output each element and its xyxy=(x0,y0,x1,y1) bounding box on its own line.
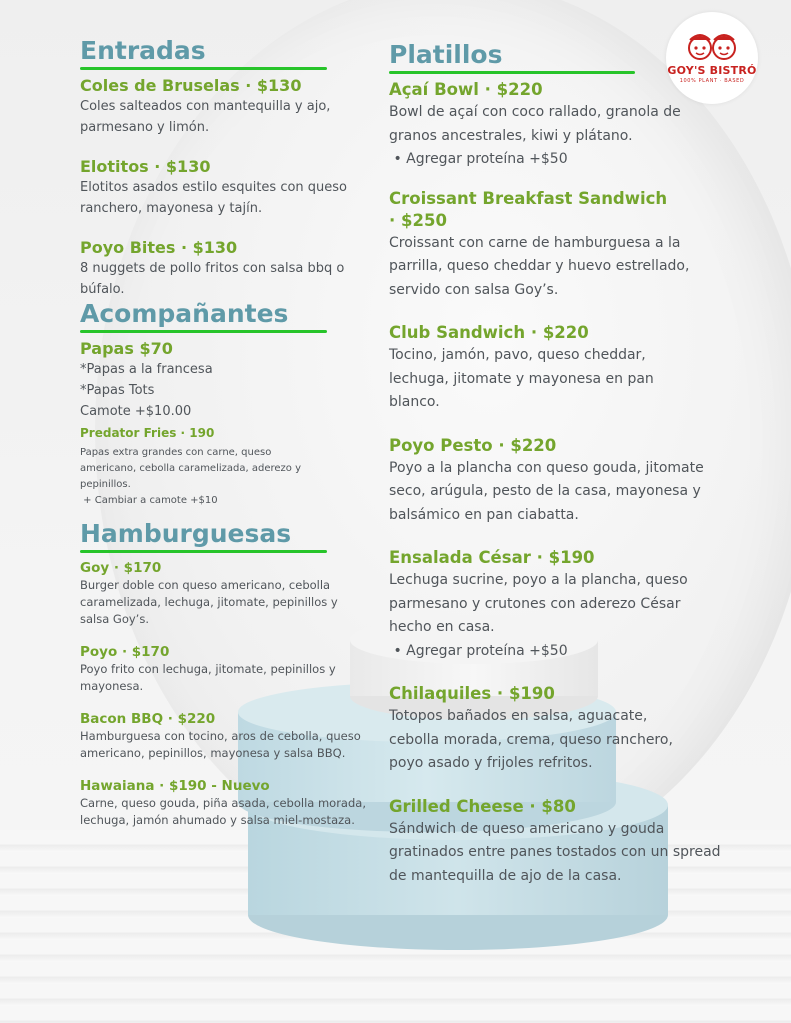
menu-item-description: Bowl de açaí con coco rallado, granola de granos ancestrales, kiwi y plátano. xyxy=(389,104,681,144)
menu-item-title: Chilaquiles · $190 xyxy=(389,684,555,703)
menu-item-description: Croissant con carne de hamburguesa a la parrilla, queso cheddar y huevo estrellado, servido con salsa Goy’s. xyxy=(389,234,690,298)
menu-item-title: Elotitos · $130 xyxy=(80,157,211,176)
menu-item-description: Coles salteados con mantequilla y ajo, parmesano y limón. xyxy=(80,99,331,135)
menu-item-description: Lechuga sucrine, poyo a la plancha, queso parmesano y crutones con aderezo César hecho en casa. xyxy=(389,572,688,635)
section-rule xyxy=(389,71,635,74)
menu-item-line: *Papas Tots xyxy=(80,383,155,398)
menu-item-title: Poyo Bites · $130 xyxy=(80,238,238,257)
menu-item-extra: • Agregar proteína +$50 xyxy=(389,642,568,659)
section-title-entradas: Entradas xyxy=(80,36,206,65)
section-rule xyxy=(80,330,327,333)
section-title-platillos: Platillos xyxy=(389,40,503,69)
menu-item-extra: + Cambiar a camote +$10 xyxy=(80,495,218,506)
menu-item-title: Papas $70 xyxy=(80,339,173,358)
brand-name: GOY'S BISTRÓ xyxy=(667,64,757,77)
menu-item-title: Ensalada César · $190 xyxy=(389,548,595,567)
menu-item-title: Hawaiana · $190 - Nuevo xyxy=(80,778,270,794)
menu-item-title: Açaí Bowl · $220 xyxy=(389,80,543,99)
menu-item-description: Poyo a la plancha con queso gouda, jitomate seco, arúgula, pesto de la casa, mayonesa y balsámico en pan ciabatta. xyxy=(389,459,704,523)
section-title-acompanantes: Acompañantes xyxy=(80,299,289,328)
menu-item-description: Elotitos asados estilo esquites con queso ranchero, mayonesa y tajín. xyxy=(80,180,348,216)
menu-item-description: Tocino, jamón, pavo, queso cheddar, lechuga, jitomate y mayonesa en pan blanco. xyxy=(389,347,654,410)
menu-item-title: Grilled Cheese · $80 xyxy=(389,796,576,816)
left-column xyxy=(80,36,370,829)
menu-item-title: Croissant Breakfast Sandwich · $250 xyxy=(389,188,668,230)
menu-item-line: *Papas a la francesa xyxy=(80,362,213,377)
menu-item-title: Bacon BBQ · $220 xyxy=(80,711,216,727)
menu-item-description: Poyo frito con lechuga, jitomate, pepinillos y mayonesa. xyxy=(80,662,336,693)
menu-item-description: Sándwich de queso americano y gouda gratinados entre panes tostados con un spread de mantequilla de ajo de la casa. xyxy=(389,820,721,884)
menu-item-title: Club Sandwich · $220 xyxy=(389,323,589,342)
menu-item-line: Camote +$10.00 xyxy=(80,404,192,419)
section-rule xyxy=(80,67,327,70)
brand-tagline: 100% PLANT · BASED xyxy=(679,78,745,84)
menu-item-description: Burger doble con queso americano, cebolla caramelizada, lechuga, jitomate, pepinillos y salsa Goy’s. xyxy=(80,578,338,626)
menu-item-title: Coles de Bruselas · $130 xyxy=(80,76,302,95)
section-rule xyxy=(80,550,327,553)
section-title-hamburguesas: Hamburguesas xyxy=(80,519,292,548)
menu-item-title: Poyo Pesto · $220 xyxy=(389,435,557,455)
menu-item-description: 8 nuggets de pollo fritos con salsa bbq o búfalo. xyxy=(80,261,345,297)
menu-item-title: Poyo · $170 xyxy=(80,644,170,660)
menu-item-description: Totopos bañados en salsa, aguacate, cebolla morada, crema, queso ranchero, poyo asado y frijoles refritos. xyxy=(389,708,673,771)
menu-item-description: Papas extra grandes con carne, queso americano, cebolla caramelizada, aderezo y pepinillos. xyxy=(80,447,301,490)
menu-item-title: Goy · $170 xyxy=(80,560,162,576)
right-column xyxy=(389,40,724,888)
menu-item-description: Hamburguesa con tocino, aros de cebolla, queso americano, pepinillos, mayonesa y salsa BBQ. xyxy=(80,729,361,760)
menu-item-extra: • Agregar proteína +$50 xyxy=(389,151,568,167)
menu-item-description: Carne, queso gouda, piña asada, cebolla morada, lechuga, jamón ahumado y salsa miel-mostaza. xyxy=(80,796,366,827)
menu-item-title: Predator Fries · 190 xyxy=(80,426,215,440)
